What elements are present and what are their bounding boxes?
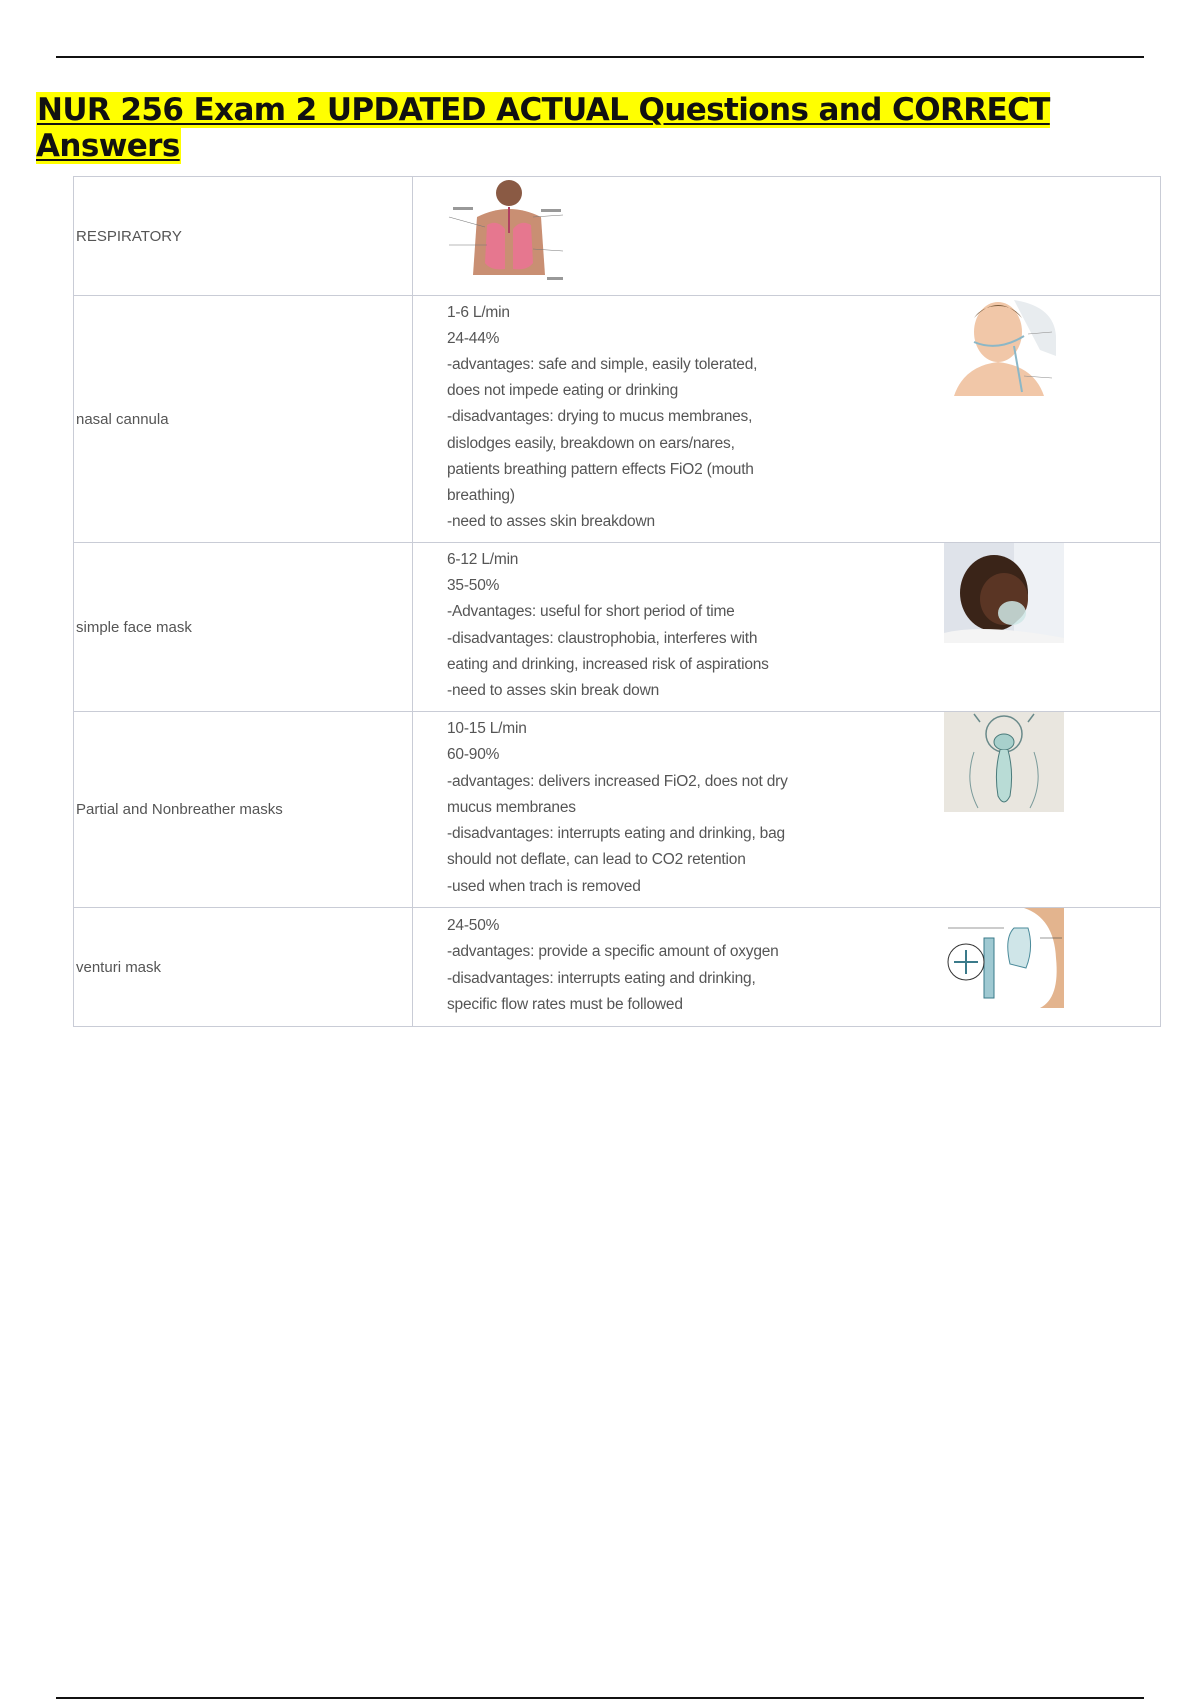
row-details xyxy=(413,297,827,542)
detail-line: breathing) xyxy=(447,487,515,504)
nonrebreather-mask-sketch-image xyxy=(944,712,1064,812)
detail-line: -Advantages: useful for short period of time xyxy=(447,603,735,621)
detail-line: -advantages: provide a specific amount of oxygen xyxy=(447,943,779,961)
top-rule xyxy=(56,56,1144,58)
table-row-nasal-cannula xyxy=(74,296,1161,543)
detail-line: does not impede eating or drinking xyxy=(447,382,679,400)
detail-line: 24-50% xyxy=(447,917,500,935)
detail-line: 1-6 L/min xyxy=(447,303,510,321)
detail-line: specific flow rates must be followed xyxy=(447,995,683,1013)
row-label: venturi mask xyxy=(74,908,413,1027)
detail-line: -disadvantages: drying to mucus membranes, xyxy=(447,408,753,426)
detail-line: -advantages: safe and simple, easily tolerated, xyxy=(447,355,758,373)
document-title: NUR 256 Exam 2 UPDATED ACTUAL Questions and CORRECT Answers xyxy=(36,92,1050,164)
row-label: simple face mask xyxy=(74,543,413,712)
detail-line: -disadvantages: interrupts eating and drinking, xyxy=(447,969,756,987)
row-content xyxy=(413,712,1161,908)
row-details xyxy=(413,910,827,1024)
detail-line: 10-15 L/min xyxy=(447,720,527,738)
row-label: RESPIRATORY xyxy=(74,177,413,296)
detail-line: 6-12 L/min xyxy=(447,550,519,568)
detail-line: 24-44% xyxy=(447,329,500,347)
detail-line: -disadvantages: claustrophobia, interferes with xyxy=(447,629,758,647)
detail-line: 35-50% xyxy=(447,577,500,595)
row-content xyxy=(413,177,1161,296)
detail-line: should not deflate, can lead to CO2 retention xyxy=(447,851,746,869)
detail-line: mucus membranes xyxy=(447,798,576,816)
detail-line: patients breathing pattern effects FiO2 (mouth xyxy=(447,460,754,478)
detail-line: -disadvantages: interrupts eating and drinking, bag xyxy=(447,825,785,843)
table-row-partial-nonbreather xyxy=(74,712,1161,908)
row-details xyxy=(413,544,827,710)
row-label: Partial and Nonbreather masks xyxy=(74,712,413,908)
respiratory-anatomy-image xyxy=(447,177,567,287)
simple-face-mask-image xyxy=(944,543,1064,643)
row-content xyxy=(413,543,1161,712)
detail-line: -advantages: delivers increased FiO2, does not dry xyxy=(447,772,788,790)
table-row-respiratory xyxy=(74,177,1161,296)
row-details xyxy=(413,713,827,905)
detail-line: 60-90% xyxy=(447,746,500,764)
detail-line: -need to asses skin breakdown xyxy=(447,513,655,531)
nasal-cannula-image xyxy=(944,296,1064,396)
table-row-venturi-mask xyxy=(74,908,1161,1027)
table-row-simple-face-mask xyxy=(74,543,1161,712)
detail-line: -used when trach is removed xyxy=(447,877,641,895)
detail-line: -need to asses skin break down xyxy=(447,681,659,699)
row-label: nasal cannula xyxy=(74,296,413,543)
bottom-rule xyxy=(56,1697,1144,1699)
detail-line: eating and drinking, increased risk of aspirations xyxy=(447,655,769,673)
row-content xyxy=(413,908,1161,1027)
detail-line: dislodges easily, breakdown on ears/nares, xyxy=(447,434,735,452)
venturi-mask-diagram-image xyxy=(944,908,1064,1008)
oxygen-delivery-table xyxy=(73,176,1161,1027)
row-content xyxy=(413,296,1161,543)
